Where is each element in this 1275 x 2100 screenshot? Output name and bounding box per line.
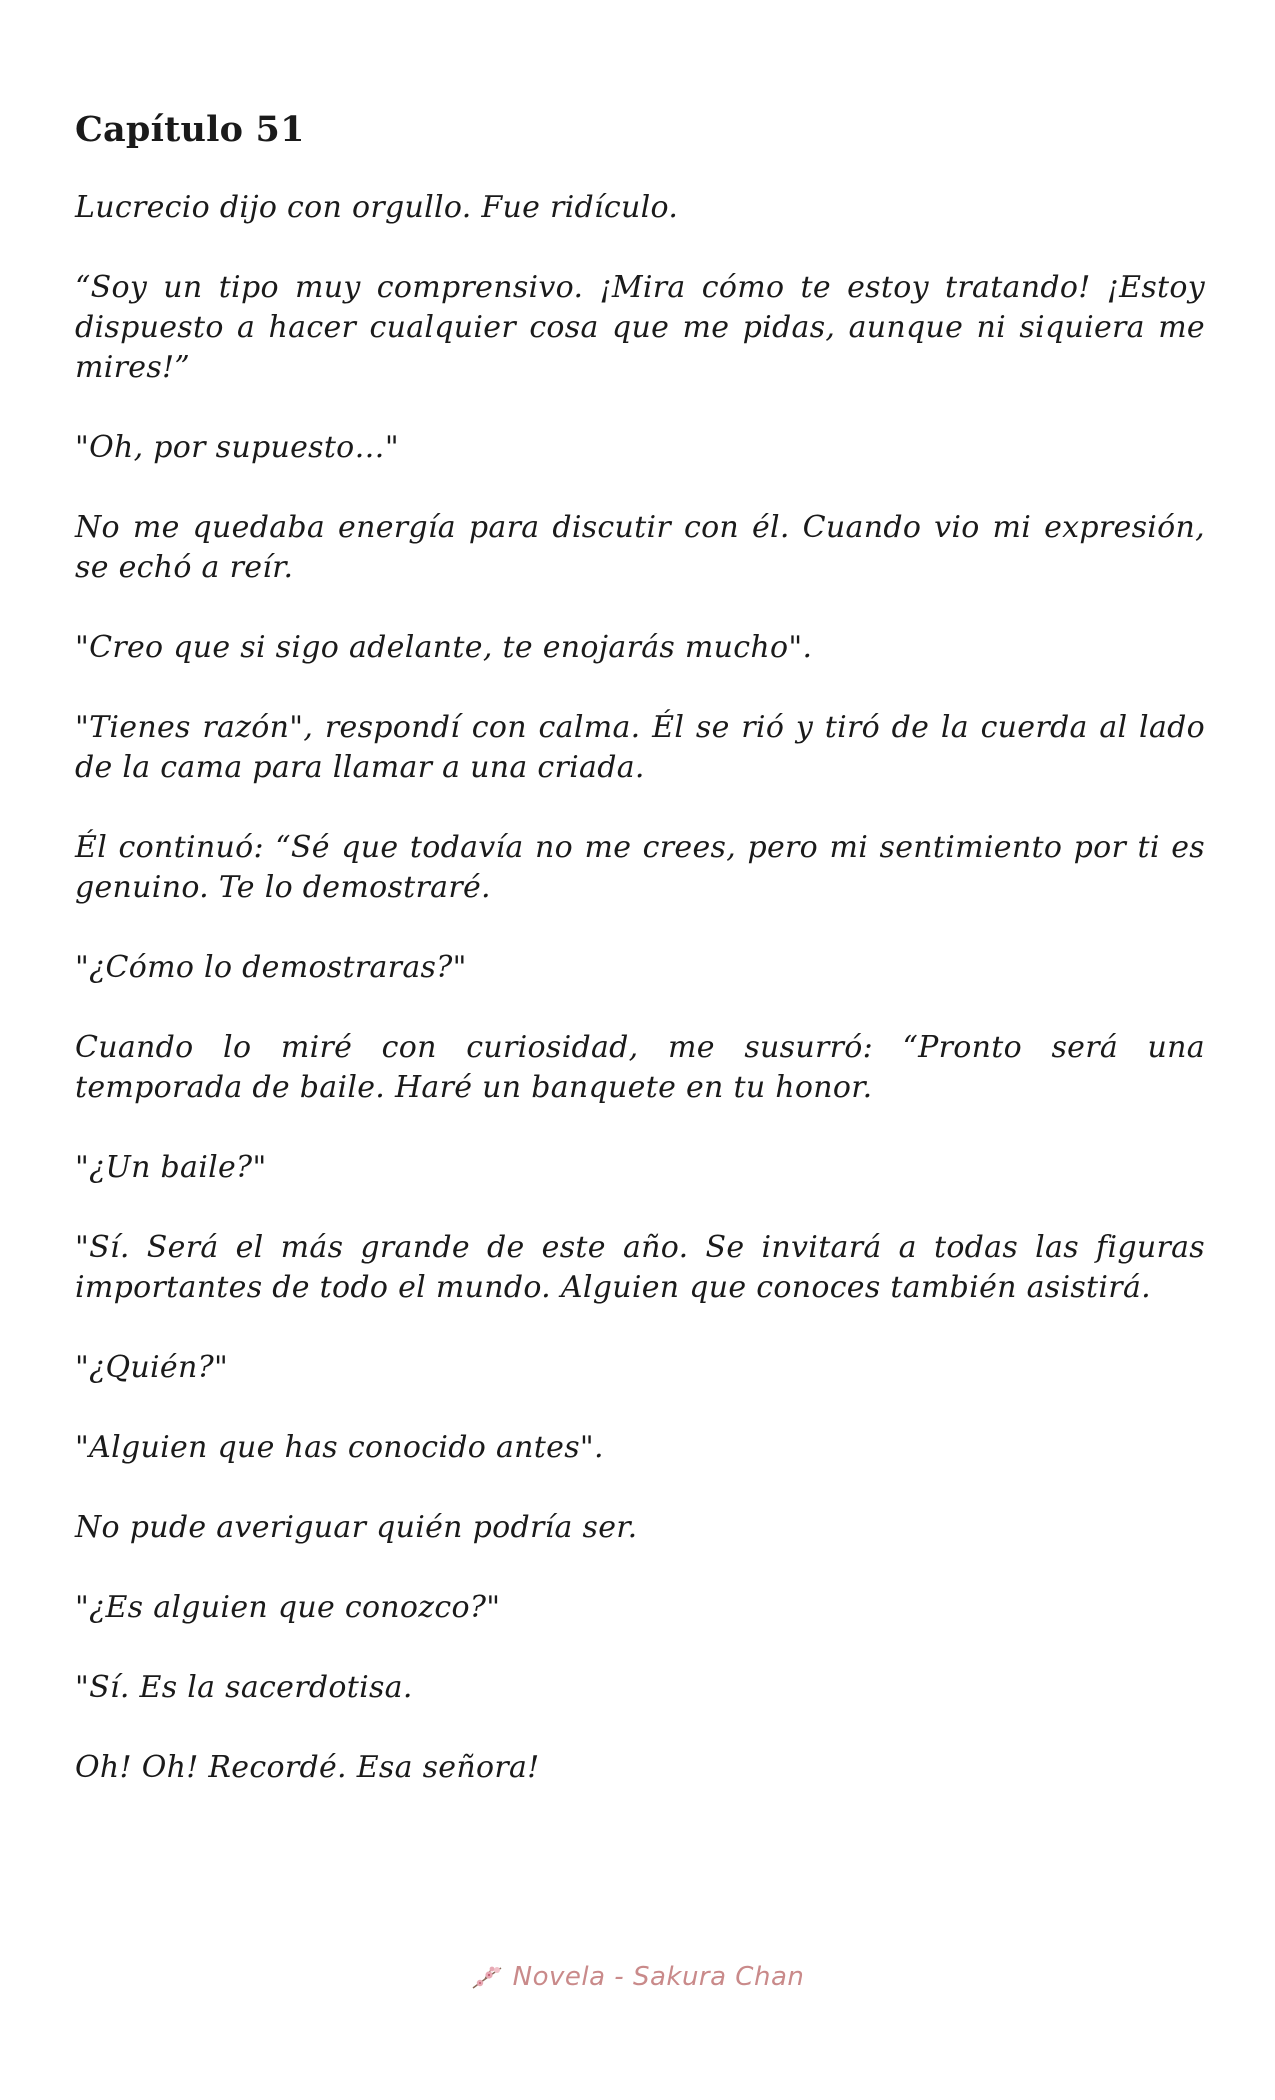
paragraph: “Soy un tipo muy comprensivo. ¡Mira cómo te estoy tratando! ¡Estoy dispuesto a hacer cualquier cosa que me pidas, aunque ni siquiera me mires!” xyxy=(75,270,1205,385)
paragraph: Él continuó: “Sé que todavía no me crees, pero mi sentimiento por ti es genuino. Te lo demostraré. xyxy=(75,830,1205,905)
paragraph: Oh! Oh! Recordé. Esa señora! xyxy=(75,1750,540,1785)
paragraph: No pude averiguar quién podría ser. xyxy=(75,1510,638,1545)
footer-credit: Novela - Sakura Chan xyxy=(512,1962,805,1992)
paragraph: "Oh, por supuesto…" xyxy=(75,430,399,465)
paragraph: "¿Es alguien que conozco?" xyxy=(75,1590,501,1625)
footer-watermark xyxy=(0,1962,1275,1992)
paragraph: "Tienes razón", respondí con calma. Él se rió y tiró de la cuerda al lado de la cama para llamar a una criada. xyxy=(75,710,1205,785)
paragraph: "Sí. Es la sacerdotisa. xyxy=(75,1670,413,1705)
paragraph: No me quedaba energía para discutir con él. Cuando vio mi expresión, se echó a reír. xyxy=(75,510,1205,585)
paragraph: "Alguien que has conocido antes". xyxy=(75,1430,604,1465)
chapter-page xyxy=(75,108,1205,1828)
chapter-title: Capítulo 51 xyxy=(75,109,305,150)
paragraph: Cuando lo miré con curiosidad, me susurró: “Pronto será una temporada de baile. Haré un banquete en tu honor. xyxy=(75,1030,1205,1105)
paragraph: "¿Quién?" xyxy=(75,1350,229,1385)
paragraph: "Sí. Será el más grande de este año. Se invitará a todas las figuras importantes de todo el mundo. Alguien que conoces también asistirá. xyxy=(75,1230,1205,1305)
paragraph: "¿Un baile?" xyxy=(75,1150,267,1185)
paragraph: "Creo que si sigo adelante, te enojarás mucho". xyxy=(75,630,813,665)
paragraph: "¿Cómo lo demostraras?" xyxy=(75,950,467,985)
paragraph: Lucrecio dijo con orgullo. Fue ridículo. xyxy=(75,190,679,225)
sakura-branch-icon xyxy=(471,1962,505,1992)
